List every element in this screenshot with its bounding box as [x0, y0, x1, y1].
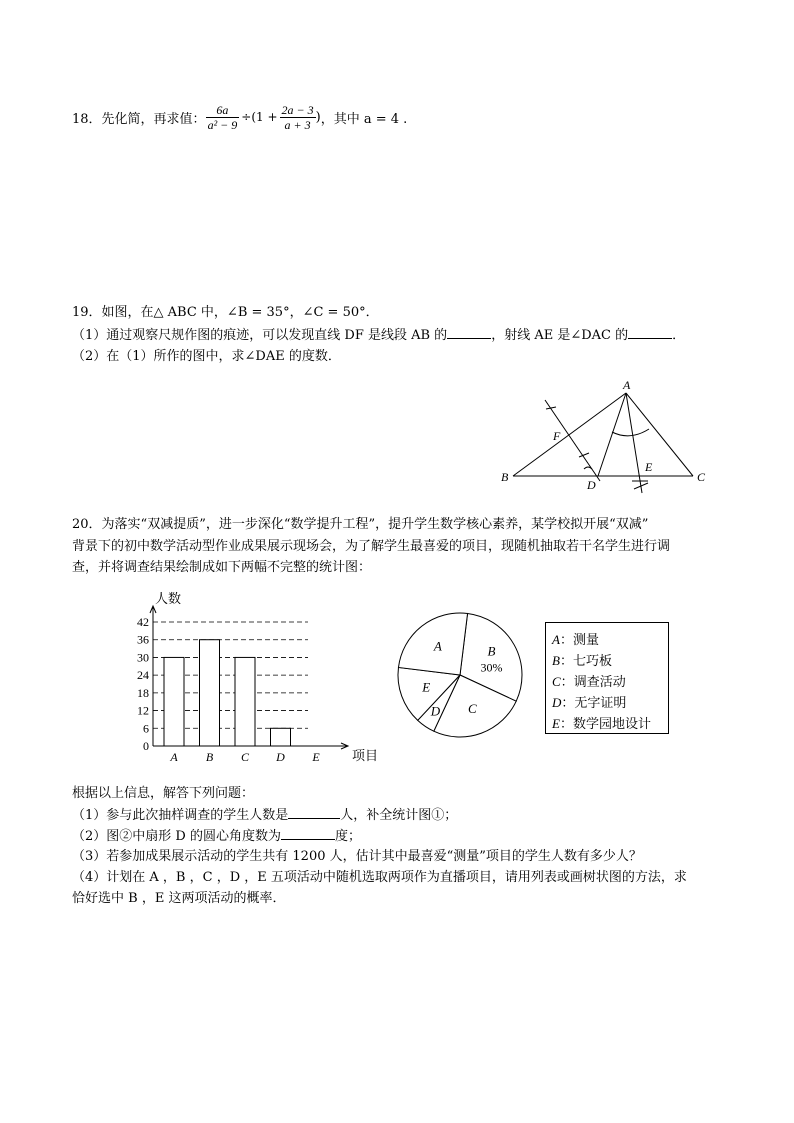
- q20-line-3: 查，并将调查结果绘制成如下两幅不完整的统计图：: [72, 560, 372, 575]
- q20-blank-1[interactable]: [288, 806, 340, 819]
- pie-label-d: D: [430, 703, 441, 719]
- q20-sub-2: （2）图②中扇形 D 的圆心角度数为 度；: [72, 829, 361, 844]
- q19-blank-1[interactable]: [447, 326, 491, 339]
- label-b: B: [501, 470, 509, 484]
- q20-sub-4: （4）计划在 A ，B ，C ，D ，E 五项活动中随机选取两项作为直播项目，请用列表或画树状图的方法，求: [72, 870, 687, 885]
- pie-legend: [545, 622, 669, 734]
- q19-blank-2[interactable]: [628, 326, 672, 339]
- pie-chart: [395, 612, 525, 742]
- q20-line-1: 20．为落实“双减提质”，进一步深化“数学提升工程”，提升学生数学核心素养，某学校拟开展“双减”: [72, 517, 649, 532]
- q18-frac2-num: 2a − 3: [281, 102, 314, 117]
- bar-chart: [120, 588, 390, 768]
- arc-ab-bottom: [579, 453, 589, 457]
- q18-frac2-den: a + 3: [284, 117, 311, 132]
- label-a: A: [623, 378, 631, 392]
- y-tick-42: 42: [137, 615, 149, 629]
- y-tick-0: 0: [143, 739, 149, 753]
- q18-frac1-num: 6a: [206, 103, 240, 118]
- pie-label-a: A: [433, 638, 442, 654]
- q19-line-2c: ．: [672, 328, 686, 343]
- legend-item-c: C：调查活动: [552, 674, 626, 690]
- label-d: D: [587, 478, 596, 492]
- label-c: C: [697, 470, 706, 484]
- q19-line-2b: ，射线 AE 是∠DAC 的: [491, 328, 629, 343]
- q18-fraction-2: [280, 103, 316, 132]
- pie-label-b: B: [487, 643, 496, 659]
- pie-label-c: C: [467, 700, 477, 716]
- q18-frac1-den: a² − 9: [207, 117, 238, 132]
- segment-ad: [598, 393, 626, 476]
- q20-sub-4-cont: 恰好选中 B ，E 这两项活动的概率．: [72, 891, 286, 906]
- legend-item-a: A：测量: [552, 632, 599, 648]
- y-tick-36: 36: [137, 632, 149, 647]
- q20-blank-2[interactable]: [281, 827, 335, 840]
- label-f: F: [553, 429, 561, 443]
- x-tick-b: B: [205, 750, 214, 764]
- y-axis-label: 人数: [155, 591, 182, 606]
- q20-sub-1: （1）参与此次抽样调查的学生人数是 人，补全统计图①；: [72, 808, 458, 823]
- triangle-figure: [495, 375, 715, 500]
- q18-intro: 先化简，再求值：: [101, 111, 206, 127]
- q18-op1: ÷(1 +: [241, 110, 278, 124]
- arc-angle-dac: [612, 429, 649, 436]
- y-tick-12: 12: [137, 703, 149, 718]
- x-tick-d: D: [276, 750, 285, 764]
- y-tick-24: 24: [137, 668, 149, 683]
- q19-line-3: （2）在（1）所作的图中，求∠DAE 的度数．: [72, 349, 341, 364]
- q18-close: ): [315, 109, 321, 125]
- q19-line-2: [72, 326, 685, 345]
- x-tick-e: E: [312, 750, 320, 764]
- x-tick-c: C: [240, 750, 250, 764]
- bar-a: [164, 657, 184, 746]
- q19-line-1: 19．如图，在△ ABC 中，∠B = 35°，∠C = 50°．: [72, 305, 379, 320]
- x-tick-a: A: [170, 750, 178, 764]
- q20-after: 根据以上信息，解答下列问题：: [72, 786, 255, 801]
- q18-tail: ，其中 a = 4 .: [320, 111, 408, 127]
- q18-fraction-1: [206, 103, 240, 132]
- legend-item-d: D：无字证明: [552, 695, 627, 711]
- pie-annotation-b: 30%: [480, 660, 503, 675]
- y-tick-18: 18: [137, 685, 149, 700]
- y-tick-30: 30: [137, 650, 149, 665]
- bar-d: [271, 728, 291, 746]
- q20-line-2: 背景下的初中数学活动型作业成果展示现场会，为了解学生最喜爱的项目，现随机抽取若干名学生进行调: [72, 539, 671, 554]
- legend-item-e: E：数学园地设计: [552, 716, 651, 732]
- side-ab: [513, 393, 626, 476]
- q19-line-2a: （1）通过观察尺规作图的痕迹，可以发现直线 DF 是线段 AB 的: [72, 328, 448, 343]
- x-axis-label: 项目: [352, 748, 379, 763]
- pie-label-e: E: [422, 679, 431, 695]
- ray-ae: [626, 393, 642, 493]
- q18-number: 18．: [72, 111, 102, 127]
- bar-c: [235, 657, 255, 746]
- q18: [72, 100, 407, 134]
- bar-b: [200, 640, 220, 746]
- y-tick-6: 6: [143, 721, 149, 736]
- q20-sub-3: （3）若参加成果展示活动的学生共有 1200 人，估计其中最喜爱“测量”项目的学生人数有多少人？: [72, 849, 642, 864]
- label-e: E: [645, 460, 653, 474]
- legend-item-b: B：七巧板: [552, 653, 612, 669]
